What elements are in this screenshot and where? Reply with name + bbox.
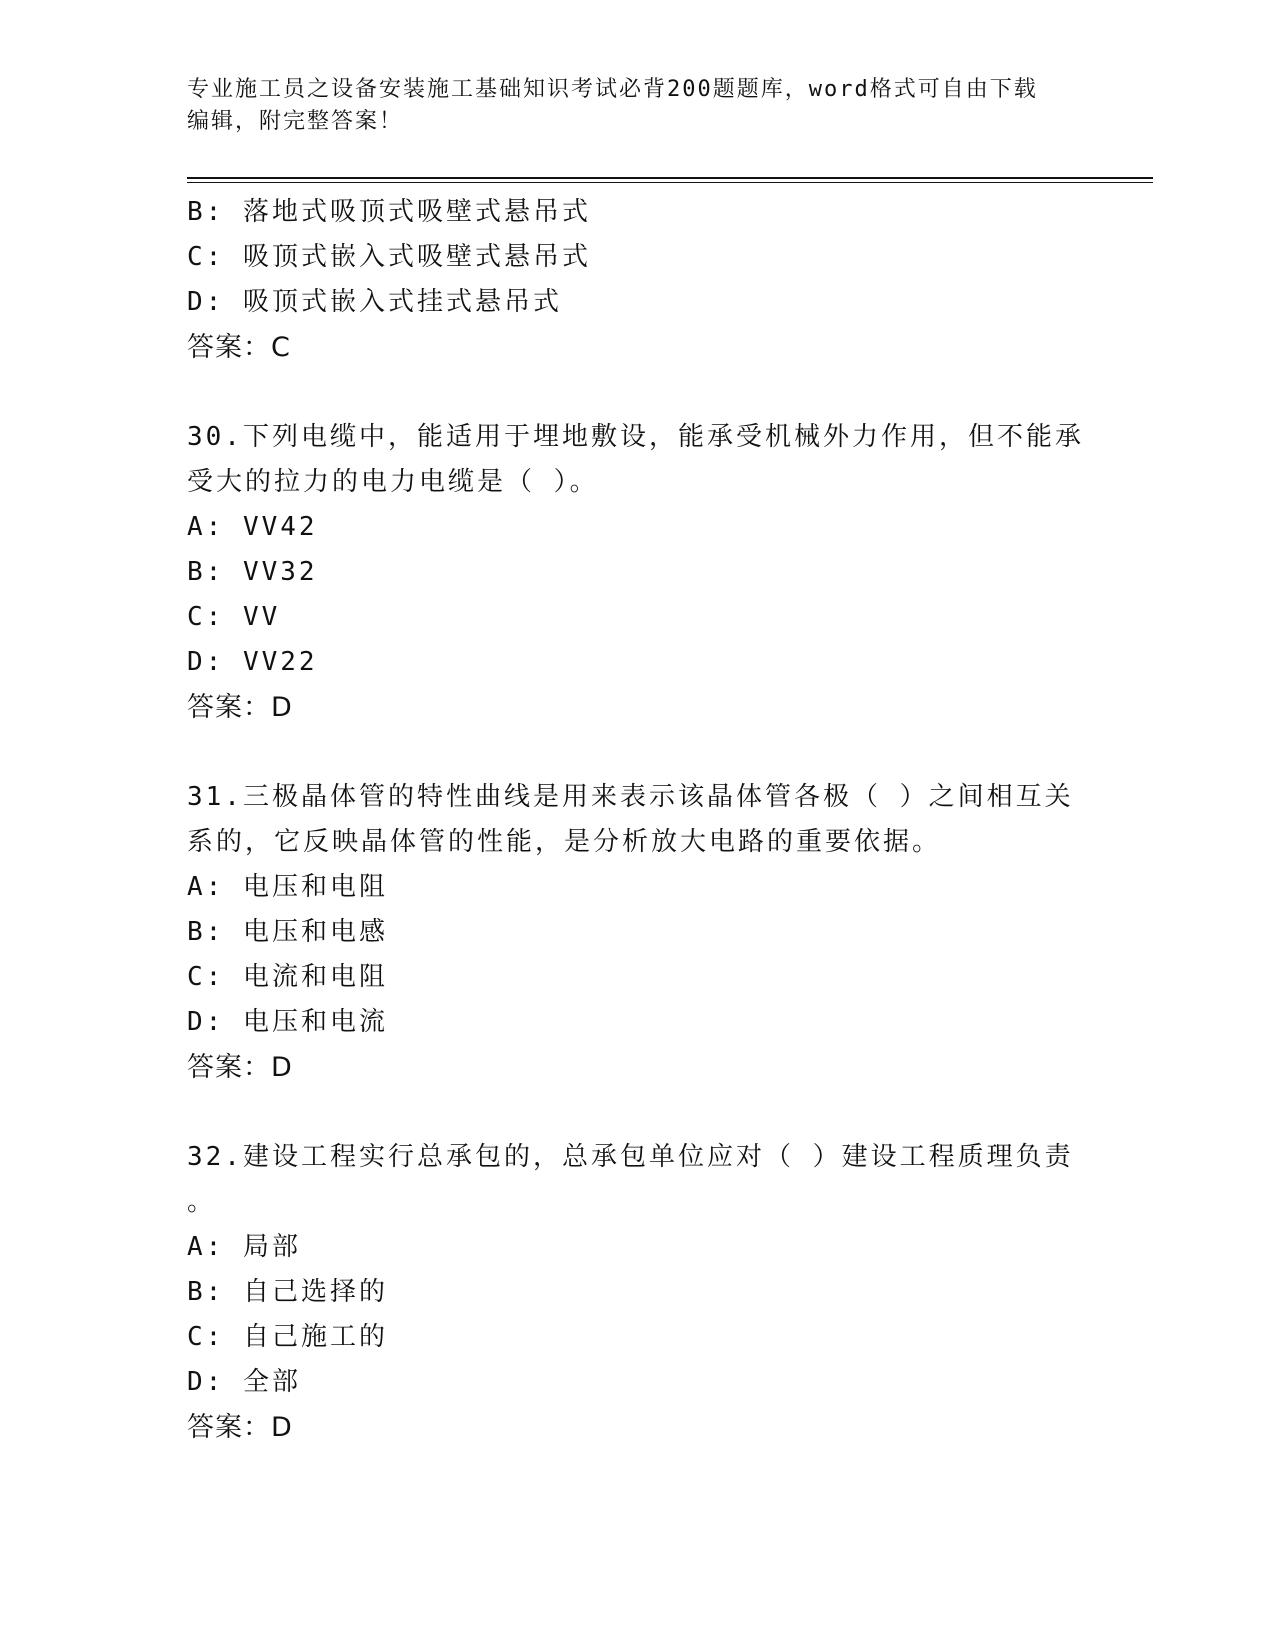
option-b: B: 电压和电感 bbox=[187, 917, 388, 947]
question-stem-line-2: 受大的拉力的电力电缆是（ ）。 bbox=[187, 467, 599, 497]
option-d: D: 全部 bbox=[187, 1367, 301, 1397]
question-stem-line-1: 30.下列电缆中，能适用于埋地敷设，能承受机械外力作用，但不能承 bbox=[187, 422, 1084, 452]
option-b: B: VV32 bbox=[187, 557, 318, 587]
previous-question-block bbox=[187, 190, 1087, 370]
header-divider-thick bbox=[187, 177, 1153, 179]
header-title-line-2: 编辑，附完整答案！ bbox=[187, 109, 404, 134]
answer-line: 答案：D bbox=[187, 1412, 293, 1443]
answer-line: 答案：D bbox=[187, 1052, 293, 1083]
question-stem-line-2: 。 bbox=[187, 1187, 217, 1217]
question-32 bbox=[187, 1135, 1087, 1450]
question-list bbox=[187, 190, 1087, 1450]
question-stem-line-1: 32.建设工程实行总承包的，总承包单位应对（ ）建设工程质理负责 bbox=[187, 1142, 1074, 1172]
question-stem-line-1: 31.三极晶体管的特性曲线是用来表示该晶体管各极（ ）之间相互关 bbox=[187, 782, 1074, 812]
question-30 bbox=[187, 415, 1087, 730]
answer-line: 答案：C bbox=[187, 332, 291, 363]
option-b: B: 落地式吸顶式吸壁式悬吊式 bbox=[187, 197, 591, 227]
option-d: D: 电压和电流 bbox=[187, 1007, 388, 1037]
option-c: C: 吸顶式嵌入式吸壁式悬吊式 bbox=[187, 242, 591, 272]
option-b: B: 自己选择的 bbox=[187, 1277, 388, 1307]
option-a: A: VV42 bbox=[187, 512, 318, 542]
document-header bbox=[187, 74, 1087, 138]
option-c: C: 自己施工的 bbox=[187, 1322, 388, 1352]
option-c: C: 电流和电阻 bbox=[187, 962, 388, 992]
option-a: A: 电压和电阻 bbox=[187, 872, 388, 902]
option-d: D: VV22 bbox=[187, 647, 318, 677]
option-a: A: 局部 bbox=[187, 1232, 301, 1262]
option-d: D: 吸顶式嵌入式挂式悬吊式 bbox=[187, 287, 562, 317]
question-31 bbox=[187, 775, 1087, 1090]
question-stem-line-2: 系的，它反映晶体管的性能，是分析放大电路的重要依据。 bbox=[187, 827, 942, 857]
header-title-line-1: 专业施工员之设备安装施工基础知识考试必背200题题库，word格式可自由下载 bbox=[187, 77, 1038, 102]
answer-line: 答案：D bbox=[187, 692, 293, 723]
header-divider-thin bbox=[187, 182, 1153, 183]
option-c: C: VV bbox=[187, 602, 281, 632]
